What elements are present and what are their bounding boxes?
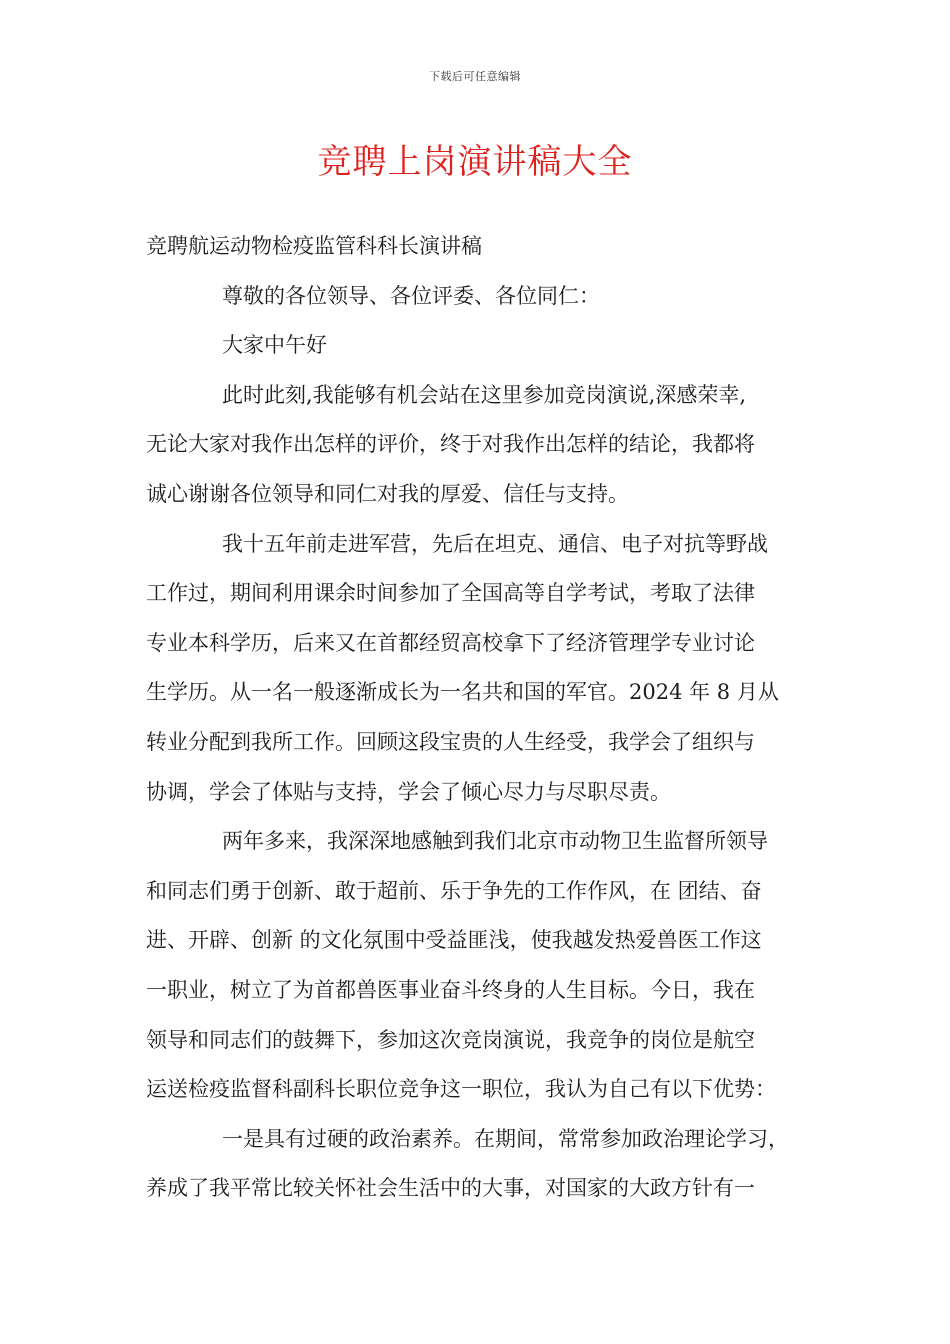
body-line: 养成了我平常比较关怀社会生活中的大事，对国家的大政方针有一 <box>146 1176 755 1201</box>
body-line: 诚心谢谢各位领导和同仁对我的厚爱、信任与支持。 <box>146 481 629 506</box>
body-line: 我十五年前走进军营，先后在坦克、通信、电子对抗等野战 <box>222 531 768 556</box>
body-line: 生学历。从一名一般逐渐成长为一名共和国的军官。2024 年 8 月从 <box>146 680 779 705</box>
body-line: 竞聘航运动物检疫监管科科长演讲稿 <box>146 234 482 258</box>
header-note: 下载后可任意编辑 <box>429 70 521 83</box>
body-line: 工作过，期间利用课余时间参加了全国高等自学考试，考取了法律 <box>146 581 755 606</box>
body-line: 领导和同志们的鼓舞下，参加这次竞岗演说，我竞争的岗位是航空 <box>146 1027 755 1052</box>
body-line: 大家中午好 <box>222 333 327 358</box>
body-line: 两年多来，我深深地感触到我们北京市动物卫生监督所领导 <box>222 829 768 854</box>
document-title: 竞聘上岗演讲稿大全 <box>317 142 633 182</box>
body-line: 转业分配到我所工作。回顾这段宝贵的人生经受，我学会了组织与 <box>146 729 755 754</box>
body-line: 一是具有过硬的政治素养。在期间，常常参加政治理论学习， <box>222 1126 789 1151</box>
body-line: 此时此刻,我能够有机会站在这里参加竞岗演说,深感荣幸, <box>222 382 747 407</box>
document-body <box>146 222 818 1214</box>
body-line: 一职业，树立了为首都兽医事业奋斗终身的人生目标。今日，我在 <box>146 977 755 1002</box>
body-line: 进、开辟、创新 的文化氛围中受益匪浅，使我越发热爱兽医工作这 <box>146 928 762 953</box>
body-line: 协调，学会了体贴与支持，学会了倾心尽力与尽职尽责。 <box>146 779 671 804</box>
body-line: 无论大家对我作出怎样的评价，终于对我作出怎样的结论，我都将 <box>146 432 755 457</box>
body-line: 专业本科学历，后来又在首都经贸高校拿下了经济管理学专业讨论 <box>146 630 755 655</box>
body-line: 运送检疫监督科副科长职位竞争这一职位，我认为自己有以下优势： <box>146 1077 776 1102</box>
body-line: 尊敬的各位领导、各位评委、各位同仁： <box>222 283 600 308</box>
body-line: 和同志们勇于创新、敢于超前、乐于争先的工作作风，在 团结、奋 <box>146 878 762 903</box>
